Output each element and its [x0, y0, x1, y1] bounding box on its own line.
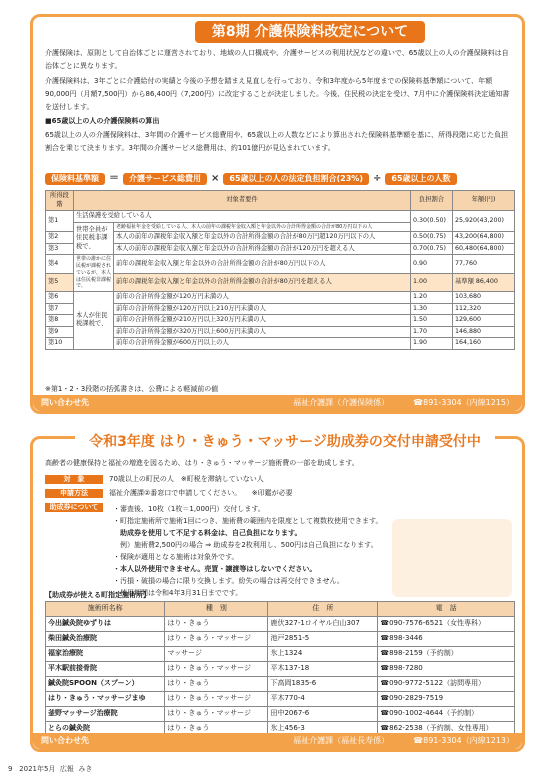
table-row: 第7 前年の合計所得金額が120万円以上210万円未満の人 1.30 112,320 — [46, 303, 515, 315]
paragraph: 高齢者の健康保持と福祉の増進を図るため、はり・きゅう・マッサージ施術費の一部を助成します。 — [45, 459, 359, 467]
formula-term: 65歳以上の人数 — [385, 173, 456, 186]
formula: 保険料基準額 ＝ 介護サービス総費用 × 65歳以上の人の法定負担割合(23%) ÷ 65歳以上の人数 — [45, 171, 515, 187]
paragraph: 介護保険料は、3年ごとに介護給付の実績と今後の予想を踏まえ見直しを行っており、令和3年度から5年度までの保険料基準額について、年額90,000円（月額7,500円）から86,400円（7,200円）に改定することが決定しました。今後、住民税の決定を受け、7月中に介護保険料決定通知書を送付します。 — [45, 77, 510, 111]
table-row: 第1 生活保護を受給している人 0.30(0.50) 25,920(43,200) — [46, 211, 515, 223]
table-row: 第9 前年の合計所得金額が320万円以上600万円未満の人 1.70 146,880 — [46, 326, 515, 338]
coupon-rules: ・審査後、10枚（1枚＝1,000円）交付します。 ・町指定施術所で施術1回につき、施術費の範囲内を限度として複数枚使用できます。 助成券を使用して不足する料金は、自己負担になります。 例）施術費2,500円の場合 ⇒ 助成券を2枚利用し、500円は自己負担になります。 ・保険が適用となる施術は対象外です。 ・本人以外使用できません。売買・譲渡等はしないでください。 ・汚損・破損の場合に限り交換します。紛失の場合は再交付できません。 ・使用期間は令和4年3月31日までです。 — [113, 505, 383, 597]
table-row: 今出鍼灸院ゆずりは はり・きゅう 鹿伏327-1ロイヤル白山307 ☎090-7576-6521（女性専科） — [46, 617, 515, 632]
phone-number: ☎891-3304（内線1213） — [413, 735, 514, 745]
formula-term: 65歳以上の人の法定負担割合(23%) — [223, 173, 369, 186]
formula-term: 介護サービス総費用 — [123, 173, 207, 186]
table-row: 第2 本人の前年の課税年金収入額と年金以外の合計所得金額の合計が80万円超120万円以下の人 0.50(0.75) 43,200(64,800) — [46, 232, 515, 244]
clinic-table: 施術所名称 種 別 住 所 電 話 今出鍼灸院ゆずりは はり・きゅう 鹿伏327-1ロイヤル白山307 ☎090-7576-6521（女性専科） 柴田鍼灸治療院 はり・きゅう・マッサージ 池戸2851-5 ☎898-3446 福家治療院 マッサージ 氷上1324 ☎898-2159（予約制） 平木駅前接骨院 はり・きゅう・マッサージ 平木137-18 ☎898-7280 鍼灸院SPOON（スプーン） はり・きゅう 下高岡1835-6 ☎090-9772-5122（訪問専用） はり・きゅう・マッサージまゆ はり・きゅう・マッサージ 平木770-4 ☎090-2829-7519 釜野マッサージ治療院 はり・きゅう・マッサージ 田中2067-6 ☎090-1002-4644（予約制） とらの鍼灸院 はり・きゅう 氷上456-3 ☎862-2538（予約制、女性専用） — [45, 601, 515, 737]
paragraph: 介護保険は、原則として自治体ごとに運営されており、地域の人口構成や、介護サービスの利用状況などの違いで、65歳以上の人の介護保険料は自治体ごとに異なります。 — [45, 49, 509, 70]
subheading: ■65歳以上の人の介護保険料の算出 — [45, 117, 160, 125]
staff-illustration — [392, 519, 512, 597]
table-note: ※第1・2・3段階の括弧書きは、公費による軽減前の値 — [45, 385, 219, 393]
premium-section — [30, 14, 525, 414]
brand-logo: みき — [78, 764, 93, 773]
table-row: 柴田鍼灸治療院 はり・きゅう・マッサージ 池戸2851-5 ☎898-3446 — [46, 632, 515, 647]
table-row: 福家治療院 マッサージ 氷上1324 ☎898-2159（予約制） — [46, 647, 515, 662]
formula-term: 保険料基準額 — [45, 173, 105, 186]
phone-number: ☎891-3304（内線1215） — [413, 397, 514, 407]
table-row: 第3 本人の前年の課税年金収入額と年金以外の合計所得金額の合計が120万円を超える人 0.70(0.75) 60,480(64,800) — [46, 243, 515, 255]
table-row: 第8 前年の合計所得金額が210万円以上320万円未満の人 1.50 129,600 — [46, 315, 515, 327]
premium-table: 所得段階 対象者要件 負担割合 年額(円) 第1 生活保護を受給している人 0.30(0.50) 25,920(43,200) 世帯全員が住民税非課税で、 老齢福祉年金を受給している人、本人の前年の課税年金収入額と年金以外の合計所得金額の合計が80万円以下の人 第2 本人の前年の課税年金収入額と年金以外の合計所得金額の合計が80万円超120万円以下の人 0.50(0.75) 43,200(64,800) 第3 本人の前年の課税年金収入額と年金以外の合計所得金額の合計が120万円を超える人 0.70(0.75) 60,480(64,800) 第4 世帯の誰かに住民税が課税されているが、本人は住民税非課税で、 前年の課税年金収入額と年金以外の合計所得金額の合計が80万円以下の人 0.90 77,760 第5 前年の課税年金収入額と年金以外の合計所得金額の合計が80万円を超える人 1.00 基準額 86,400 第6 本人が住民税課税で、 前年の合計所得金額が120万円未満の人 1.20 103,680 第7 前年の合計所得金額が120万円以上210万円未満の人 1.30 112,320 第8 前年の合計所得金額が210万円以上320万円未満の人 1.50 129,600 第9 前年の合計所得金額が320万円以上600万円未満の人 1.70 146,880 第10 前年の合計所得金額が600万円以上の人 1.90 164,160 — [45, 190, 515, 350]
table-row: とらの鍼灸院 はり・きゅう 氷上456-3 ☎862-2538（予約制、女性専用） — [46, 722, 515, 737]
table-row: 世帯全員が住民税非課税で、 老齢福祉年金を受給している人、本人の前年の課税年金収入額と年金以外の合計所得金額の合計が80万円以下の人 — [46, 222, 515, 232]
contact-bar: 問い合わせ先 福祉介護課（福祉長寿係） ☎891-3304（内線1213） — [33, 733, 522, 749]
page-footer: 9 2021年5月 広報 みき — [8, 764, 93, 773]
section-title: 令和3年度 はり・きゅう・マッサージ助成券の交付申請受付中 — [75, 431, 495, 453]
list-title: 【助成券が使える町指定施術所】 — [45, 591, 150, 599]
table-row: 第6 本人が住民税課税で、 前年の合計所得金額が120万円未満の人 1.20 103,680 — [46, 292, 515, 304]
section-title: 第8期 介護保険料改定について — [195, 21, 425, 43]
massage-subsidy-section: 令和3年度 はり・きゅう・マッサージ助成券の交付申請受付中 高齢者の健康保持と福祉の増進を図るため、はり・きゅう・マッサージ施術費の一部を助成します。 対 象 70歳以上の町民の人 ※町税を滞納していない人 申請方法 福祉介護課②番窓口で申請してください。 ※印鑑が必要 助成券について ・審査後、10枚（1枚＝1,000円）交付します。 ・町指定施術所で施術1回につき、施術費の範囲内を限度として複数枚使用できます。 助成券を使用して不足する料金は、自己負担になります。 例）施術費2,500円の場合 ⇒ 助成券を2枚利用し、500円は自己負担になります。 ・保険が適用となる施術は対象外です。 ・本人以外使用できません。売買・譲渡等はしないでください。 ・汚損・破損の場合に限り交換します。紛失の場合は再交付できません。 ・使用期間は令和4年3月31日までです。 【助成券が使える町指定施術所】 施術所名称 種 別 住 所 電 話 今出鍼灸院ゆずりは はり・きゅう 鹿伏327-1ロイヤル白山307 ☎090-7576-6521（女性専科） 柴田鍼灸治療院 はり・きゅう・マッサージ 池戸2851-5 ☎898-3446 福家治療院 マッサージ 氷上1324 ☎898-2159（予約制） 平木駅前接骨院 はり・きゅう・マッサージ 平木137-18 ☎898-7280 鍼灸院SPOON（スプーン） はり・きゅう 下高岡1835-6 ☎090-9772-5122（訪問専用） はり・きゅう・マッサージまゆ はり・きゅう・マッサージ 平木770-4 ☎090-2829-7519 釜野マッサージ治療院 はり・きゅう・マッサージ 田中2067-6 ☎090-1002-4644（予約制） とらの鍼灸院 はり・きゅう 氷上456-3 ☎862-2538（予約制、女性専用） 問い合わせ先 福祉介護課（福祉長寿係） ☎891-3304（内線1213） — [30, 436, 525, 752]
table-row: 釜野マッサージ治療院 はり・きゅう・マッサージ 田中2067-6 ☎090-1002-4644（予約制） — [46, 707, 515, 722]
table-row: 第5 前年の課税年金収入額と年金以外の合計所得金額の合計が80万円を超える人 1.00 基準額 86,400 — [46, 273, 515, 291]
table-row: 第4 世帯の誰かに住民税が課税されているが、本人は住民税非課税で、 前年の課税年金収入額と年金以外の合計所得金額の合計が80万円以下の人 0.90 77,760 — [46, 255, 515, 273]
table-row: 鍼灸院SPOON（スプーン） はり・きゅう 下高岡1835-6 ☎090-9772-5122（訪問専用） — [46, 677, 515, 692]
paragraph: 65歳以上の人の介護保険料は、3年間の介護サービス総費用や、65歳以上の人数などにより算出された保険料基準額を基に、所得段階に応じた負担割合を乗じて決まります。3年間の介護サービス総費用は、約101億円が見込まれています。 — [45, 131, 509, 152]
contact-bar: 問い合わせ先 福祉介護課（介護保険係） ☎891-3304（内線1215） — [33, 395, 522, 411]
table-row: はり・きゅう・マッサージまゆ はり・きゅう・マッサージ 平木770-4 ☎090-2829-7519 — [46, 692, 515, 707]
table-row: 平木駅前接骨院 はり・きゅう・マッサージ 平木137-18 ☎898-7280 — [46, 662, 515, 677]
table-row: 第10 前年の合計所得金額が600万円以上の人 1.90 164,160 — [46, 338, 515, 350]
page-number: 9 — [8, 764, 13, 773]
